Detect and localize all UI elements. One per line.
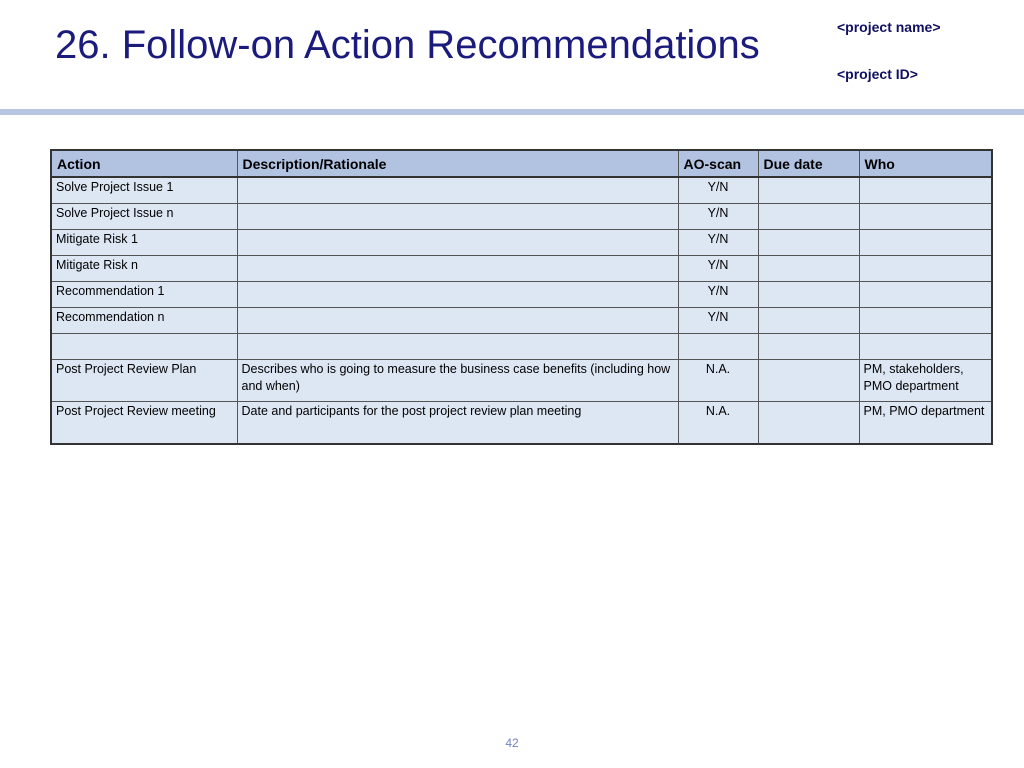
cell-due-date	[758, 177, 859, 204]
header-description: Description/Rationale	[237, 150, 678, 177]
cell-description	[237, 282, 678, 308]
slide-title: 26. Follow-on Action Recommendations	[55, 23, 760, 67]
header-who: Who	[859, 150, 992, 177]
cell-due-date	[758, 204, 859, 230]
cell-ao-scan: Y/N	[678, 282, 758, 308]
cell-who	[859, 177, 992, 204]
project-name-placeholder: <project name>	[837, 19, 941, 35]
cell-description: Date and participants for the post project review plan meeting	[237, 402, 678, 445]
cell-action: Post Project Review Plan	[51, 360, 237, 402]
cell-description	[237, 177, 678, 204]
cell-action: Recommendation 1	[51, 282, 237, 308]
header-due-date: Due date	[758, 150, 859, 177]
cell-action: Solve Project Issue 1	[51, 177, 237, 204]
cell-description	[237, 230, 678, 256]
cell-description: Describes who is going to measure the business case benefits (including how and when)	[237, 360, 678, 402]
cell-description	[237, 204, 678, 230]
table-row	[51, 308, 992, 334]
action-recommendations-table	[50, 149, 993, 445]
table-row	[51, 177, 992, 204]
cell-action: Post Project Review meeting	[51, 402, 237, 445]
table-row	[51, 230, 992, 256]
cell-ao-scan: N.A.	[678, 402, 758, 445]
table-header-row	[51, 150, 992, 177]
cell-action: Solve Project Issue n	[51, 204, 237, 230]
cell-description	[237, 308, 678, 334]
cell-ao-scan: Y/N	[678, 308, 758, 334]
cell-ao-scan: Y/N	[678, 230, 758, 256]
cell-ao-scan: Y/N	[678, 204, 758, 230]
table-row	[51, 402, 992, 445]
table-row	[51, 360, 992, 402]
cell-who: PM, PMO department	[859, 402, 992, 445]
cell-action: Mitigate Risk n	[51, 256, 237, 282]
cell-action	[51, 334, 237, 360]
table-row-empty	[51, 334, 992, 360]
project-id-placeholder: <project ID>	[837, 66, 918, 82]
cell-who	[859, 334, 992, 360]
cell-ao-scan: N.A.	[678, 360, 758, 402]
table-row	[51, 204, 992, 230]
cell-due-date	[758, 334, 859, 360]
cell-action: Mitigate Risk 1	[51, 230, 237, 256]
cell-description	[237, 256, 678, 282]
cell-due-date	[758, 360, 859, 402]
cell-who	[859, 204, 992, 230]
page-number: 42	[505, 736, 519, 750]
table-row	[51, 256, 992, 282]
cell-action: Recommendation n	[51, 308, 237, 334]
cell-who	[859, 256, 992, 282]
header-action: Action	[51, 150, 237, 177]
cell-who	[859, 308, 992, 334]
cell-who	[859, 282, 992, 308]
cell-who	[859, 230, 992, 256]
cell-due-date	[758, 308, 859, 334]
cell-due-date	[758, 282, 859, 308]
cell-ao-scan: Y/N	[678, 256, 758, 282]
cell-due-date	[758, 230, 859, 256]
table-row	[51, 282, 992, 308]
cell-due-date	[758, 256, 859, 282]
cell-ao-scan	[678, 334, 758, 360]
header-ao-scan: AO-scan	[678, 150, 758, 177]
cell-ao-scan: Y/N	[678, 177, 758, 204]
cell-who: PM, stakeholders, PMO department	[859, 360, 992, 402]
title-divider	[0, 109, 1024, 115]
cell-description	[237, 334, 678, 360]
cell-due-date	[758, 402, 859, 445]
